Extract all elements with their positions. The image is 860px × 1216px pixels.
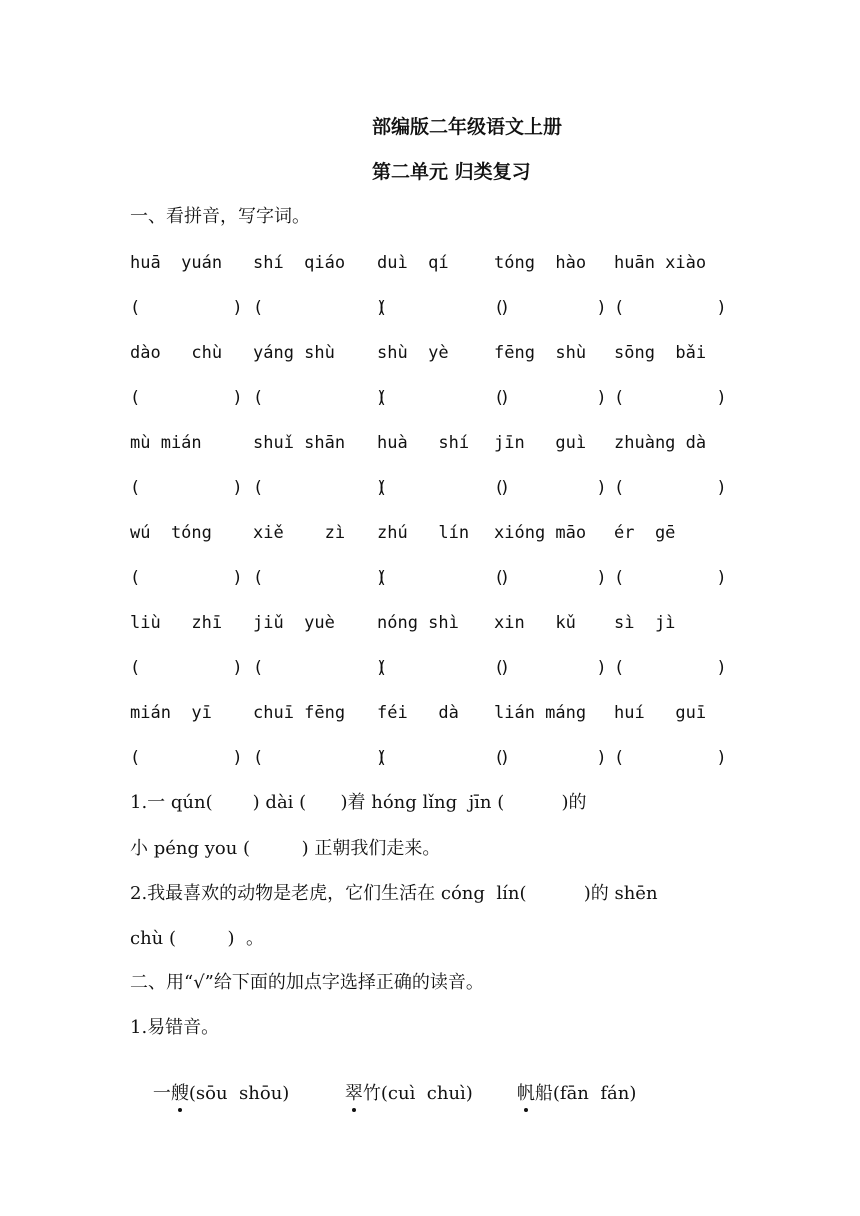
sentence-1-line-2: 小 péng you ( ) 正朝我们走来。 (130, 838, 441, 859)
pinyin-cell: tóng hào (494, 253, 587, 273)
answer-bracket[interactable]: ( ) (377, 298, 511, 318)
pinyin-cell: sōng bǎi (614, 343, 707, 363)
page-title: 部编版二年级语文上册 (372, 116, 563, 138)
sentence-2-line-2: chù ( ) 。 (130, 928, 264, 949)
answer-bracket[interactable]: ( ) (494, 658, 607, 678)
dotted-char: 帆 (516, 1083, 535, 1104)
pinyin-cell: huà shí (377, 433, 470, 453)
unit-subtitle: 第二单元 归类复习 (372, 161, 531, 183)
item-options: 船(fān fán) (534, 1083, 637, 1104)
answer-bracket[interactable]: ( ) (494, 478, 607, 498)
pinyin-cell: yáng shù (253, 343, 335, 363)
pinyin-cell: huā yuán (130, 253, 223, 273)
pinyin-cell: ér gē (614, 523, 676, 543)
choice-item-1 (130, 1061, 289, 1127)
answer-bracket[interactable]: ( ) (377, 388, 511, 408)
answer-bracket[interactable]: ( ) (130, 658, 243, 678)
answer-bracket[interactable]: ( ) (377, 568, 511, 588)
section2-subheading: 1.易错音。 (130, 1017, 220, 1038)
pinyin-cell: duì qí (377, 253, 449, 273)
item-options: 竹(cuì chuì) (362, 1083, 473, 1104)
answer-bracket[interactable]: ( ) (130, 388, 243, 408)
pinyin-cell: féi dà (377, 703, 459, 723)
pinyin-cell: dào chù (130, 343, 223, 363)
section2-heading: 二、用“√”给下面的加点字选择正确的读音。 (130, 972, 484, 993)
pinyin-cell: mù mián (130, 433, 202, 453)
pinyin-cell: liù zhī (130, 613, 223, 633)
answer-bracket[interactable]: ( ) (614, 388, 727, 408)
sentence-2-line-1: 2.我最喜欢的动物是老虎，它们生活在 cóng lín( )的 shēn (130, 883, 658, 904)
item-options: (sōu shōu) (188, 1083, 290, 1104)
pinyin-cell: wú tóng (130, 523, 212, 543)
answer-bracket[interactable]: ( ) (614, 658, 727, 678)
answer-bracket[interactable]: ( ) (253, 568, 387, 588)
answer-bracket[interactable]: ( ) (494, 298, 607, 318)
choice-item-3 (494, 1061, 636, 1127)
answer-bracket[interactable]: ( ) (494, 568, 607, 588)
pinyin-cell: lián máng (494, 703, 587, 723)
pinyin-cell: mián yī (130, 703, 212, 723)
answer-bracket[interactable]: ( ) (614, 568, 727, 588)
pinyin-cell: zhuàng dà (614, 433, 707, 453)
answer-bracket[interactable]: ( ) (377, 658, 511, 678)
answer-bracket[interactable]: ( ) (253, 298, 387, 318)
answer-bracket[interactable]: ( ) (253, 388, 387, 408)
item-prefix: 一 (152, 1083, 171, 1104)
answer-bracket[interactable]: ( ) (253, 658, 387, 678)
pinyin-cell: shí qiáo (253, 253, 346, 273)
pinyin-cell: shù yè (377, 343, 449, 363)
answer-bracket[interactable]: ( ) (130, 478, 243, 498)
pinyin-cell: chuī fēng (253, 703, 346, 723)
pinyin-cell: shuǐ shān (253, 433, 346, 453)
pinyin-cell: xin kǔ (494, 613, 576, 633)
pinyin-cell: huān xiào (614, 253, 707, 273)
pinyin-cell: zhú lín (377, 523, 470, 543)
dotted-char: 翠 (344, 1083, 363, 1104)
pinyin-cell: nóng shì (377, 613, 459, 633)
answer-bracket[interactable]: ( ) (494, 748, 607, 768)
answer-bracket[interactable]: ( ) (614, 478, 727, 498)
pinyin-cell: sì jì (614, 613, 676, 633)
section1-heading: 一、看拼音，写字词。 (130, 206, 310, 227)
pinyin-cell: xióng māo (494, 523, 587, 543)
answer-bracket[interactable]: ( ) (130, 298, 243, 318)
sentence-1-line-1: 1.一 qún( ) dài ( )着 hóng lǐng jīn ( )的 (130, 792, 587, 813)
pinyin-cell: xiě zì (253, 523, 346, 543)
dotted-char: 艘 (170, 1083, 189, 1104)
pinyin-cell: jīn guì (494, 433, 587, 453)
choice-item-2 (322, 1061, 473, 1127)
answer-bracket[interactable]: ( ) (130, 748, 243, 768)
answer-bracket[interactable]: ( ) (253, 748, 387, 768)
answer-bracket[interactable]: ( ) (614, 748, 727, 768)
answer-bracket[interactable]: ( ) (377, 478, 511, 498)
pinyin-cell: jiǔ yuè (253, 613, 335, 633)
answer-bracket[interactable]: ( ) (130, 568, 243, 588)
pinyin-cell: huí guī (614, 703, 707, 723)
answer-bracket[interactable]: ( ) (253, 478, 387, 498)
answer-bracket[interactable]: ( ) (614, 298, 727, 318)
answer-bracket[interactable]: ( ) (377, 748, 511, 768)
pinyin-cell: fēng shù (494, 343, 587, 363)
answer-bracket[interactable]: ( ) (494, 388, 607, 408)
